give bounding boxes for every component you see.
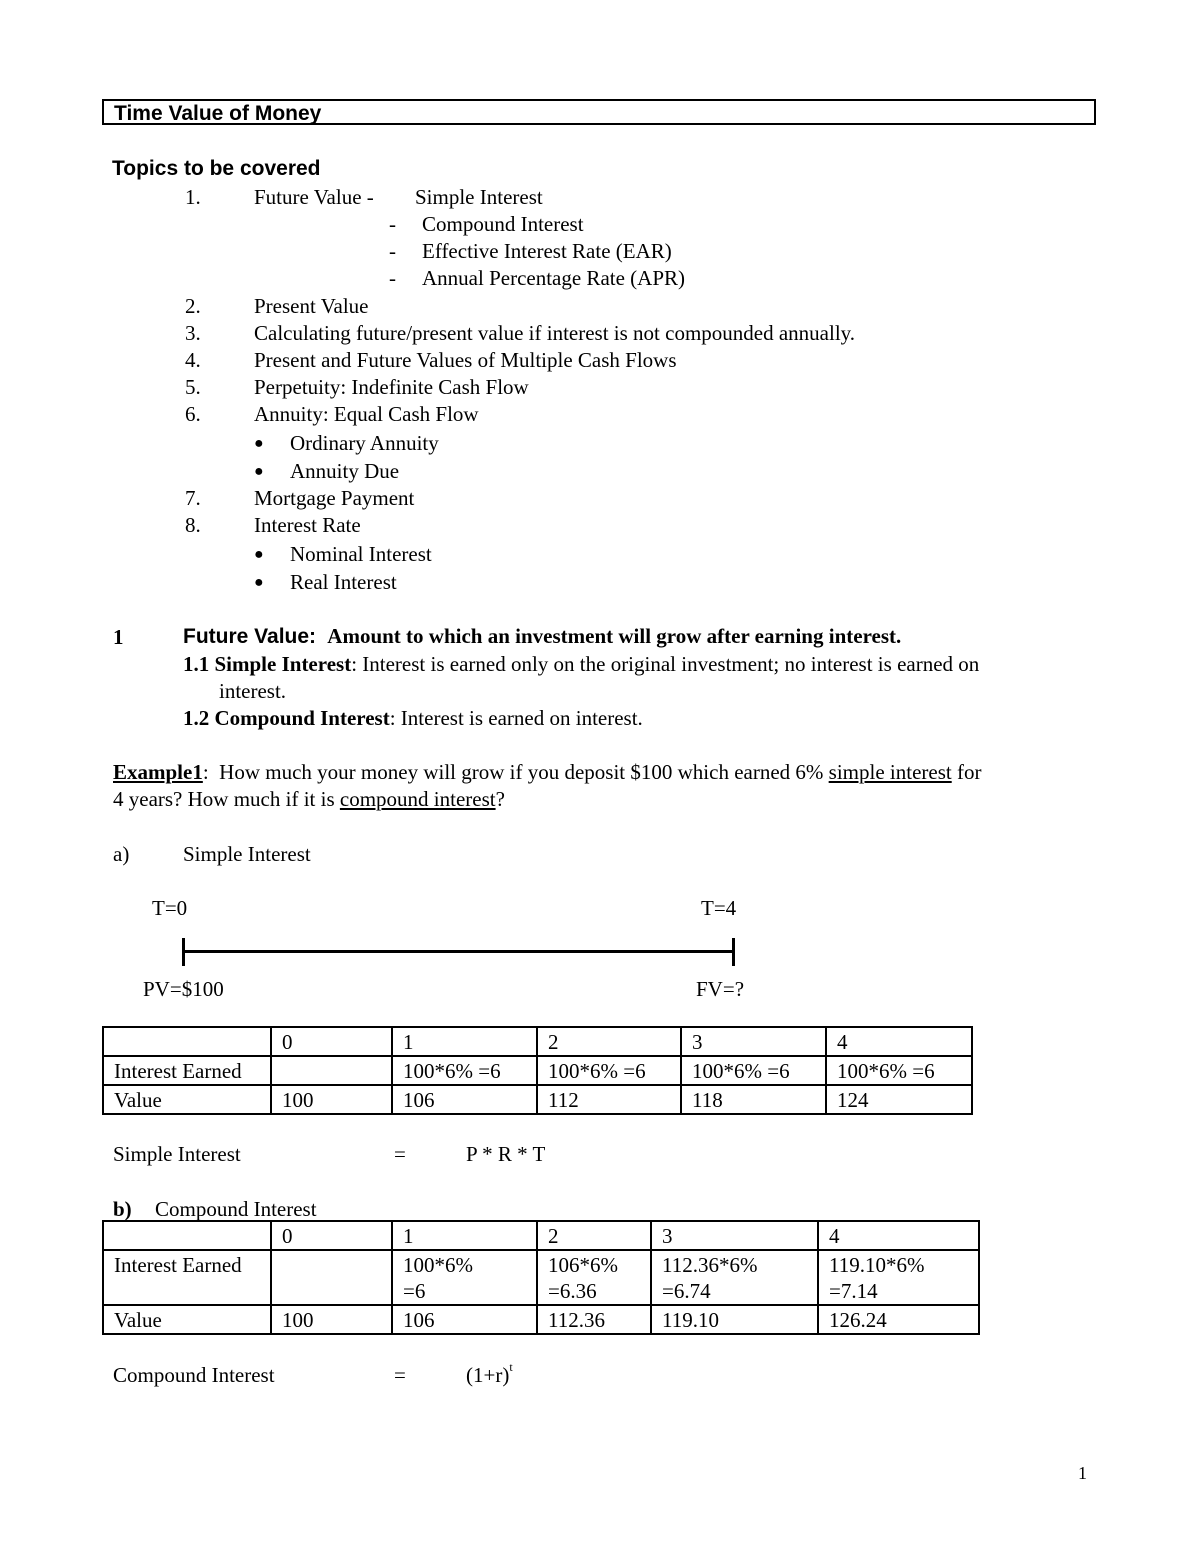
part-b-letter: b) [113, 1197, 132, 1221]
section-1-description: Amount to which an investment will grow after earning interest. [327, 624, 902, 648]
topic-1-number: 1. [185, 185, 201, 209]
topic-3-number: 3. [185, 321, 201, 345]
compound-interest-definition [183, 708, 643, 729]
section-1-number: 1 [113, 625, 124, 649]
simple-interest-text: : Interest is earned only on the original investment; no interest is earned on [351, 652, 980, 676]
table-cell: 2 [537, 1221, 651, 1250]
bullet-icon: ● [254, 574, 264, 591]
topic-5-label: Perpetuity: Indefinite Cash Flow [254, 375, 529, 399]
compound-formula-exponent: t [509, 1360, 513, 1374]
document-title: Time Value of Money [114, 102, 322, 125]
cell-line: 112.36*6% [662, 1253, 758, 1277]
table-cell: 118 [681, 1085, 826, 1114]
topic-8-label: Interest Rate [254, 513, 361, 537]
topic-1-sub-compound: Compound Interest [422, 212, 584, 236]
table-cell: 112.36 [537, 1305, 651, 1334]
simple-interest-text-cont: interest. [219, 679, 287, 703]
topic-1-sub-apr: Annual Percentage Rate (APR) [422, 266, 686, 290]
topic-2-label: Present Value [254, 294, 369, 318]
topic-7-label: Mortgage Payment [254, 486, 415, 510]
table-cell: 100*6% =6 [392, 1056, 537, 1085]
table-cell: 119.10 [651, 1305, 818, 1334]
table-row [103, 1250, 979, 1305]
table-cell: 0 [271, 1221, 392, 1250]
part-a-title: Simple Interest [183, 842, 311, 866]
simple-formula-label: Simple Interest [113, 1142, 241, 1166]
topic-2-number: 2. [185, 294, 201, 318]
cell-line: =7.14 [829, 1279, 878, 1303]
topic-8-bullet-nominal: Nominal Interest [290, 542, 432, 566]
section-1-title: Future Value: [183, 625, 317, 648]
simple-interest-link: simple interest [828, 760, 952, 784]
compound-formula [466, 1360, 513, 1387]
table-row [103, 1056, 972, 1085]
cell-line: =6 [403, 1279, 426, 1303]
topic-4-label: Present and Future Values of Multiple Cash Flows [254, 348, 677, 372]
topic-8-bullet-real: Real Interest [290, 570, 397, 594]
table-cell [271, 1250, 392, 1305]
example-line-2-text: 4 years? How much if it is [113, 787, 340, 811]
topic-1-sub-simple: Simple Interest [415, 185, 543, 209]
table-cell [537, 1250, 651, 1305]
table-cell: 1 [392, 1027, 537, 1056]
table-cell: Interest Earned [103, 1056, 271, 1085]
table-cell: 3 [651, 1221, 818, 1250]
table-cell: 100*6% =6 [826, 1056, 972, 1085]
present-value-label: PV=$100 [143, 977, 224, 1001]
dash: - [389, 239, 396, 263]
table-cell [392, 1250, 537, 1305]
topics-heading: Topics to be covered [112, 157, 321, 180]
compound-formula-base: (1+r) [466, 1363, 510, 1387]
table-cell [103, 1027, 271, 1056]
section-1-heading [183, 626, 901, 647]
table-cell: 2 [537, 1027, 681, 1056]
table-cell [651, 1250, 818, 1305]
topic-3-label: Calculating future/present value if interest is not compounded annually. [254, 321, 856, 345]
table-cell: 100 [271, 1305, 392, 1334]
cell-line: Interest Earned [114, 1253, 242, 1277]
compound-interest-table [102, 1220, 980, 1335]
cell-line: 100*6% [403, 1253, 473, 1277]
example-line-2 [113, 789, 505, 810]
table-cell: Value [103, 1305, 271, 1334]
topic-6-bullet-ordinary: Ordinary Annuity [290, 431, 439, 455]
topic-8-number: 8. [185, 513, 201, 537]
timeline-end-label: T=4 [701, 896, 737, 920]
topic-7-number: 7. [185, 486, 201, 510]
topic-6-label: Annuity: Equal Cash Flow [254, 402, 479, 426]
future-value-label: FV=? [696, 977, 745, 1001]
part-b-title: Compound Interest [155, 1197, 317, 1221]
title-box [102, 99, 1096, 125]
topic-5-number: 5. [185, 375, 201, 399]
table-cell: 4 [818, 1221, 979, 1250]
timeline-end-tick [732, 938, 735, 966]
cell-line: =6.36 [548, 1279, 597, 1303]
compound-interest-label: 1.2 Compound Interest [183, 706, 390, 730]
table-cell [103, 1221, 271, 1250]
simple-interest-label: 1.1 Simple Interest [183, 652, 352, 676]
bullet-icon: ● [254, 546, 264, 563]
table-cell: 0 [271, 1027, 392, 1056]
table-cell: 100 [271, 1085, 392, 1114]
page-number: 1 [1078, 1463, 1087, 1483]
cell-line: 119.10*6% [829, 1253, 925, 1277]
part-a-label: a) [113, 842, 130, 866]
table-cell: 112 [537, 1085, 681, 1114]
table-cell: 106 [392, 1305, 537, 1334]
timeline-start-label: T=0 [152, 896, 188, 920]
example-label: Example1 [113, 760, 203, 784]
bullet-icon: ● [254, 435, 264, 452]
compound-interest-text: : Interest is earned on interest. [389, 706, 643, 730]
cell-line: 106*6% [548, 1253, 618, 1277]
table-cell: 106 [392, 1085, 537, 1114]
topic-1-label: Future Value - [254, 185, 374, 209]
table-cell: 124 [826, 1085, 972, 1114]
example-text: : How much your money will grow if you deposit $100 which earned 6% [202, 760, 829, 784]
table-cell: 100*6% =6 [681, 1056, 826, 1085]
bullet-icon: ● [254, 463, 264, 480]
example-text-end: for [951, 760, 982, 784]
compound-interest-link: compound interest [339, 787, 496, 811]
example-line-1 [113, 762, 981, 783]
table-row [103, 1305, 979, 1334]
table-cell: 3 [681, 1027, 826, 1056]
table-row [103, 1085, 972, 1114]
table-cell [271, 1056, 392, 1085]
simple-interest-definition [183, 654, 979, 675]
topic-6-number: 6. [185, 402, 201, 426]
table-cell: 126.24 [818, 1305, 979, 1334]
simple-interest-table [102, 1026, 973, 1115]
cell-line: =6.74 [662, 1279, 711, 1303]
timeline-line [183, 950, 734, 953]
table-cell: Value [103, 1085, 271, 1114]
topic-6-bullet-due: Annuity Due [290, 459, 400, 483]
dash: - [389, 266, 396, 290]
dash: - [389, 212, 396, 236]
compound-formula-label: Compound Interest [113, 1363, 275, 1387]
table-cell: 100*6% =6 [537, 1056, 681, 1085]
compound-formula-equals: = [394, 1363, 406, 1387]
topic-1-sub-ear: Effective Interest Rate (EAR) [422, 239, 672, 263]
table-cell [103, 1250, 271, 1305]
simple-formula-equals: = [394, 1142, 406, 1166]
table-header-row [103, 1027, 972, 1056]
table-header-row [103, 1221, 979, 1250]
question-mark: ? [495, 787, 505, 811]
simple-formula: P * R * T [466, 1142, 546, 1166]
topic-4-number: 4. [185, 348, 201, 372]
table-cell [818, 1250, 979, 1305]
part-b-label [113, 1199, 132, 1220]
table-cell: 1 [392, 1221, 537, 1250]
table-cell: 4 [826, 1027, 972, 1056]
